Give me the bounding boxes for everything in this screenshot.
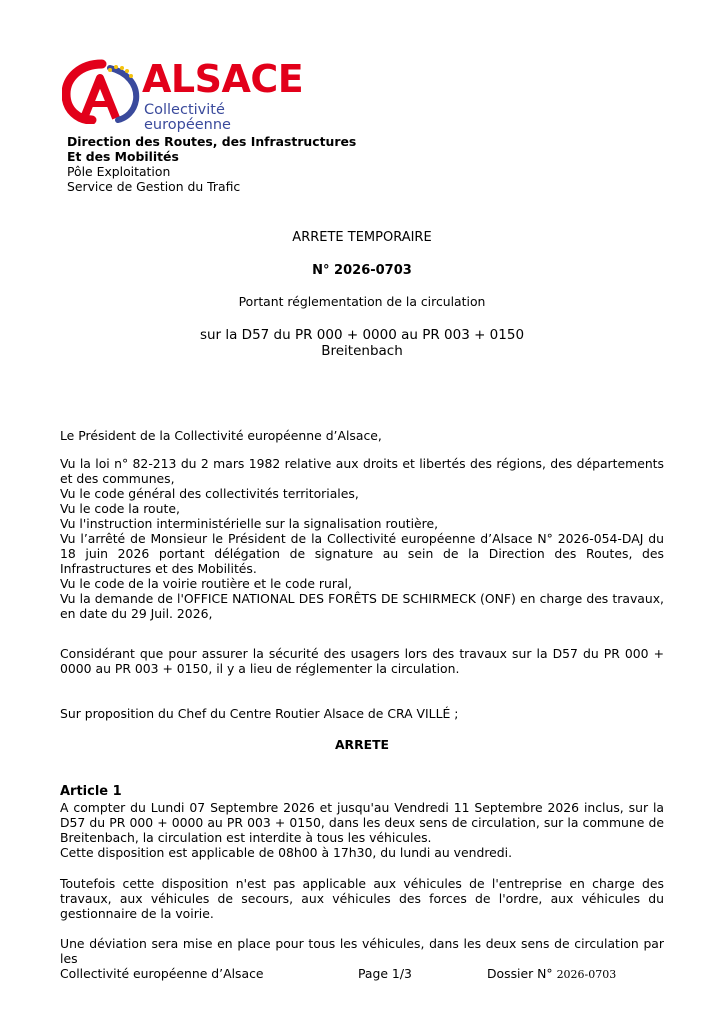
department-line-2: Et des Mobilités [67,149,179,164]
alsace-logo [62,57,312,133]
logo-wordmark: ALSACE [142,57,304,101]
logo-subtitle: Collectivité européenne [144,102,231,133]
article-1-title: Article 1 [60,784,122,799]
footer-dossier-label: Dossier N° [487,966,553,981]
president-line: Le Président de la Collectivité européenne d’Alsace, [60,428,382,443]
department-line-3: Pôle Exploitation [67,164,171,179]
decree-subject: Portant réglementation de la circulation [238,294,486,309]
article-1-paragraph [60,800,664,860]
vu-item: Vu l'instruction interministérielle sur la signalisation routière, [60,516,439,531]
considerant-paragraph: Considérant que pour assurer la sécurité des usagers lors des travaux sur la D57 du PR 000 + 0000 au PR 003 + 0150, il y a lieu de réglementer la circulation. [60,646,664,676]
vu-item: Vu le code la route, [60,501,180,516]
alsace-emblem-icon [62,58,144,124]
department-line-4: Service de Gestion du Trafic [67,179,241,194]
footer-dossier-number: 2026-0703 [556,968,617,981]
decree-location [0,327,724,359]
vu-item: Vu la demande de l'OFFICE NATIONAL DES FORÊTS DE SCHIRMECK (ONF) en charge des travaux, en date du 29 Juil. 2026, [60,591,664,621]
vu-item: Vu le code de la voirie routière et le code rural, [60,576,352,591]
article-1-hours: Cette disposition est applicable de 08h00 à 17h30, du lundi au vendredi. [60,845,513,860]
footer-dossier [487,966,616,981]
arrete-heading: ARRETE [334,737,390,752]
page-footer [0,966,724,984]
vu-item: Vu la loi n° 82-213 du 2 mars 1982 relative aux droits et libertés des régions, des départements et des communes, [60,456,664,486]
department-line-1: Direction des Routes, des Infrastructures [67,134,357,149]
vu-item: Vu l’arrêté de Monsieur le Président de la Collectivité européenne d’Alsace N° 2026-054-DAJ du 18 juin 2026 portant délégation de signature au sein de la Direction des Routes, des Infrastructures et des Mobilités. [60,531,664,576]
article-1-exception: Toutefois cette disposition n'est pas applicable aux véhicules de l'entreprise en charge des travaux, aux véhicules de secours, aux véhicules des forces de l'ordre, aux véhicules du gestionnaire de la voirie. [60,876,664,921]
footer-organisation: Collectivité européenne d’Alsace [60,966,264,981]
article-1-text: A compter du Lundi 07 Septembre 2026 et jusqu'au Vendredi 11 Septembre 2026 inclus, sur la D57 du PR 000 + 0000 au PR 003 + 0150, dans les deux sens de circulation, sur la commune de Breitenbach, la circulation est interdite à tous les véhicules. [60,800,664,845]
department-header [67,134,356,194]
proposition-line: Sur proposition du Chef du Centre Routier Alsace de CRA VILLÉ ; [60,706,459,721]
footer-page-number: Page 1/3 [358,966,412,981]
decree-number: N° 2026-0703 [312,263,412,278]
decree-location-road: sur la D57 du PR 000 + 0000 au PR 003 + 0150 [199,327,525,343]
vu-list [60,456,664,621]
decree-type: ARRETE TEMPORAIRE [292,230,432,245]
vu-item: Vu le code général des collectivités territoriales, [60,486,359,501]
article-1-deviation: Une déviation sera mise en place pour tous les véhicules, dans les deux sens de circulation par les [60,936,664,966]
decree-location-commune: Breitenbach [321,343,403,359]
